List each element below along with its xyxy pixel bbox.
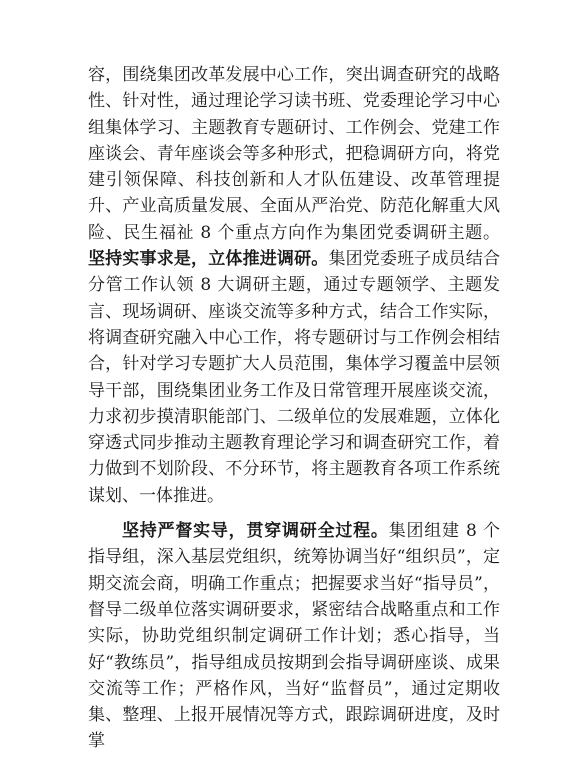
paragraph-2-text: 集团组建 8 个指导组，深入基层党组织，统筹协调当好“组织员”，定期交流会商，明确工作重点；把握要求当好“指导员”，督导二级单位落实调研要求，紧密结合战略重点和工作实际，协助党组织制定调研工作计划；悉心指导，当好“教练员”，指导组成员按期到会指导调研座谈、成果交流等工作；严格作风，当好“监督员”，通过定期收集、整理、上报开展情况等方式，跟踪调研进度，及时掌 bbox=[88, 521, 501, 752]
paragraph-1-text-b: 集团党委班子成员结合分管工作认领 8 大调研主题，通过专题领学、主题发言、现场调研、座谈交流等多种方式，结合工作实际，将调查研究融入中心工作，将专题研讨与工作例会相结合，针对学习专题扩大人员范围，集体学习覆盖中层领导干部，围绕集团业务工作及日常管理开展座谈交流，力求初步摸清职能部门、二级单位的发展难题，立体化穿透式同步推动主题教育理论学习和调查研究工作，着力做到不划阶段、不分环节，将主题教育各项工作系统谋划、一体推进。 bbox=[88, 249, 501, 506]
paragraph-2-bold-heading: 坚持严督实导，贯穿调研全过程。 bbox=[122, 521, 389, 542]
paragraph-2 bbox=[88, 518, 500, 755]
paragraph-1-text-a: 容，围绕集团改革发展中心工作，突出调查研究的战略性、针对性，通过理论学习读书班、党委理论学习中心组集体学习、主题教育专题研讨、工作例会、党建工作座谈会、青年座谈会等多种形式，把稳调研方向，将党建引领保障、科技创新和人才队伍建设、改革管理提升、产业高质量发展、全面从严治党、防范化解重大风险、民生福祉 8 个重点方向作为集团党委调研主题。 bbox=[88, 65, 500, 243]
document-body bbox=[88, 62, 500, 755]
paragraph-1-bold-heading: 坚持实事求是，立体推进调研。 bbox=[88, 249, 329, 270]
paragraph-1 bbox=[88, 62, 500, 509]
